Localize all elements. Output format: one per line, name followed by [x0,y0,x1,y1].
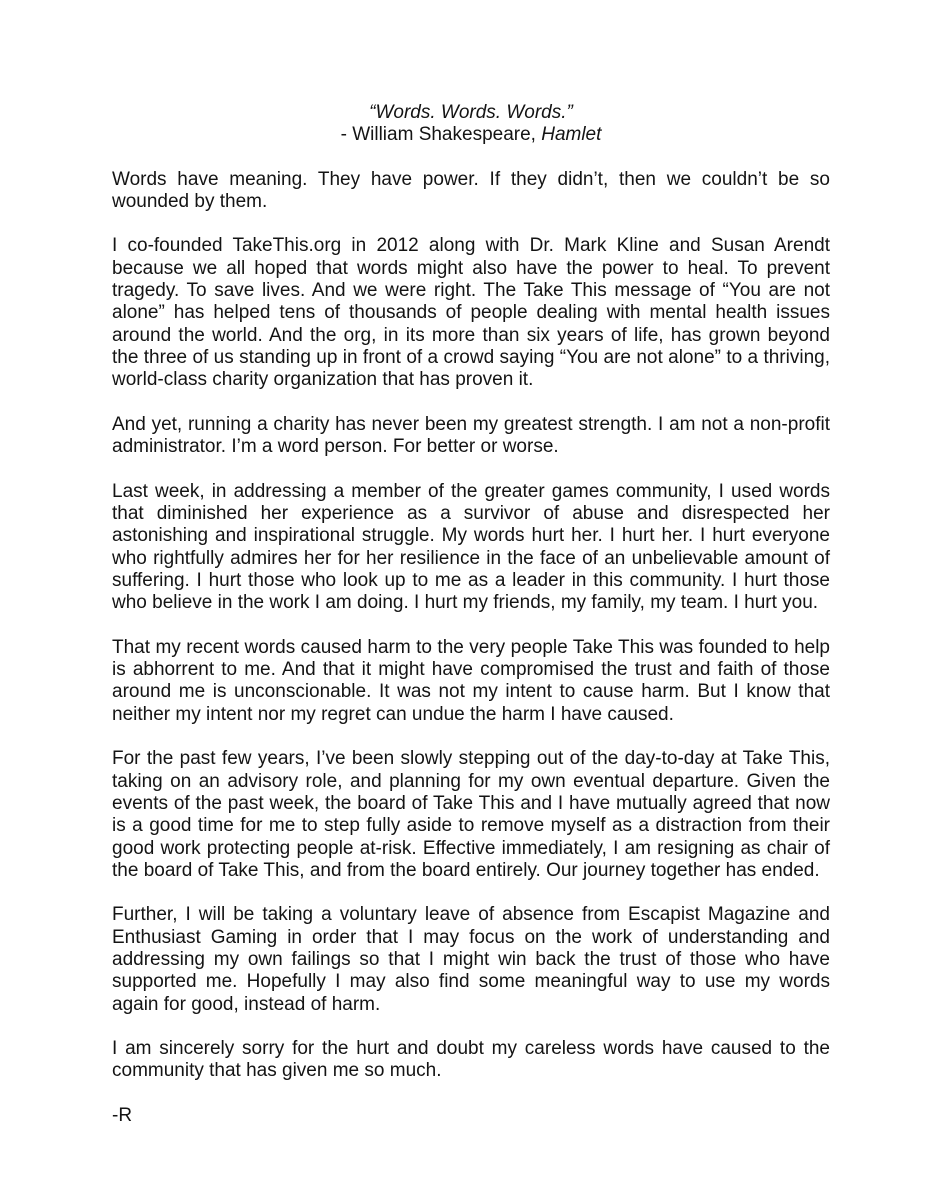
paragraph-last-week: Last week, in addressing a member of the greater games community, I used words that diminished her experience as a survivor of abuse and disrespected her astonishing and inspirational struggle. My words hurt her. I hurt her. I hurt everyone who rightfully admires her for her resilience in the face of an unbelievable amount of suffering. I hurt those who look up to me as a leader in this community. I hurt those who believe in the work I am doing. I hurt my friends, my family, my team. I hurt you. [112,480,830,614]
paragraph-words-meaning: Words have meaning. They have power. If they didn’t, then we couldn’t be so wounded by them. [112,168,830,212]
paragraph-harm: That my recent words caused harm to the very people Take This was founded to help is abhorrent to me. And that it might have compromised the trust and faith of those around me is unconscionable. It was not my intent to cause harm. But I know that neither my intent nor my regret can undue the harm I have caused. [112,636,830,725]
paragraph-apology: I am sincerely sorry for the hurt and doubt my careless words have caused to the community that has given me so much. [112,1038,830,1082]
letter-page [112,102,830,1127]
paragraph-leave-of-absence: Further, I will be taking a voluntary leave of absence from Escapist Magazine and Enthusiast Gaming in order that I may focus on the work of understanding and addressing my own failings so that I might win back the trust of those who have supported me. Hopefully I may also find some meaningful way to use my words again for good, instead of harm. [112,904,830,1015]
attribution-work: Hamlet [541,124,602,146]
paragraph-resignation: For the past few years, I’ve been slowly stepping out of the day-to-day at Take This, taking on an advisory role, and planning for my own eventual departure. Given the events of the past week, the board of Take This and I have mutually agreed that now is a good time for me to step fully aside to remove myself as a distraction from their good work protecting people at-risk. Effective immediately, I am resigning as chair of the board of Take This, and from the board entirely. Our journey together has ended. [112,748,830,881]
paragraph-cofounded: I co-founded TakeThis.org in 2012 along with Dr. Mark Kline and Susan Arendt because we all hoped that words might also have the power to heal. To prevent tragedy. To save lives. And we were right. The Take This message of “You are not alone” has helped tens of thousands of people dealing with mental health issues around the world. And the org, in its more than six years of life, has grown beyond the three of us standing up in front of a crowd saying “You are not alone” to a thriving, world-class charity organization that has proven it. [112,235,830,391]
paragraph-charity-strength: And yet, running a charity has never been my greatest strength. I am not a non-profit administrator. I’m a word person. For better or worse. [112,413,830,458]
epigraph [112,102,830,147]
epigraph-quote: “Words. Words. Words.” [369,102,573,123]
epigraph-attribution [112,124,830,146]
signature: -R [112,1105,133,1127]
attribution-author: - William Shakespeare, [340,124,542,146]
